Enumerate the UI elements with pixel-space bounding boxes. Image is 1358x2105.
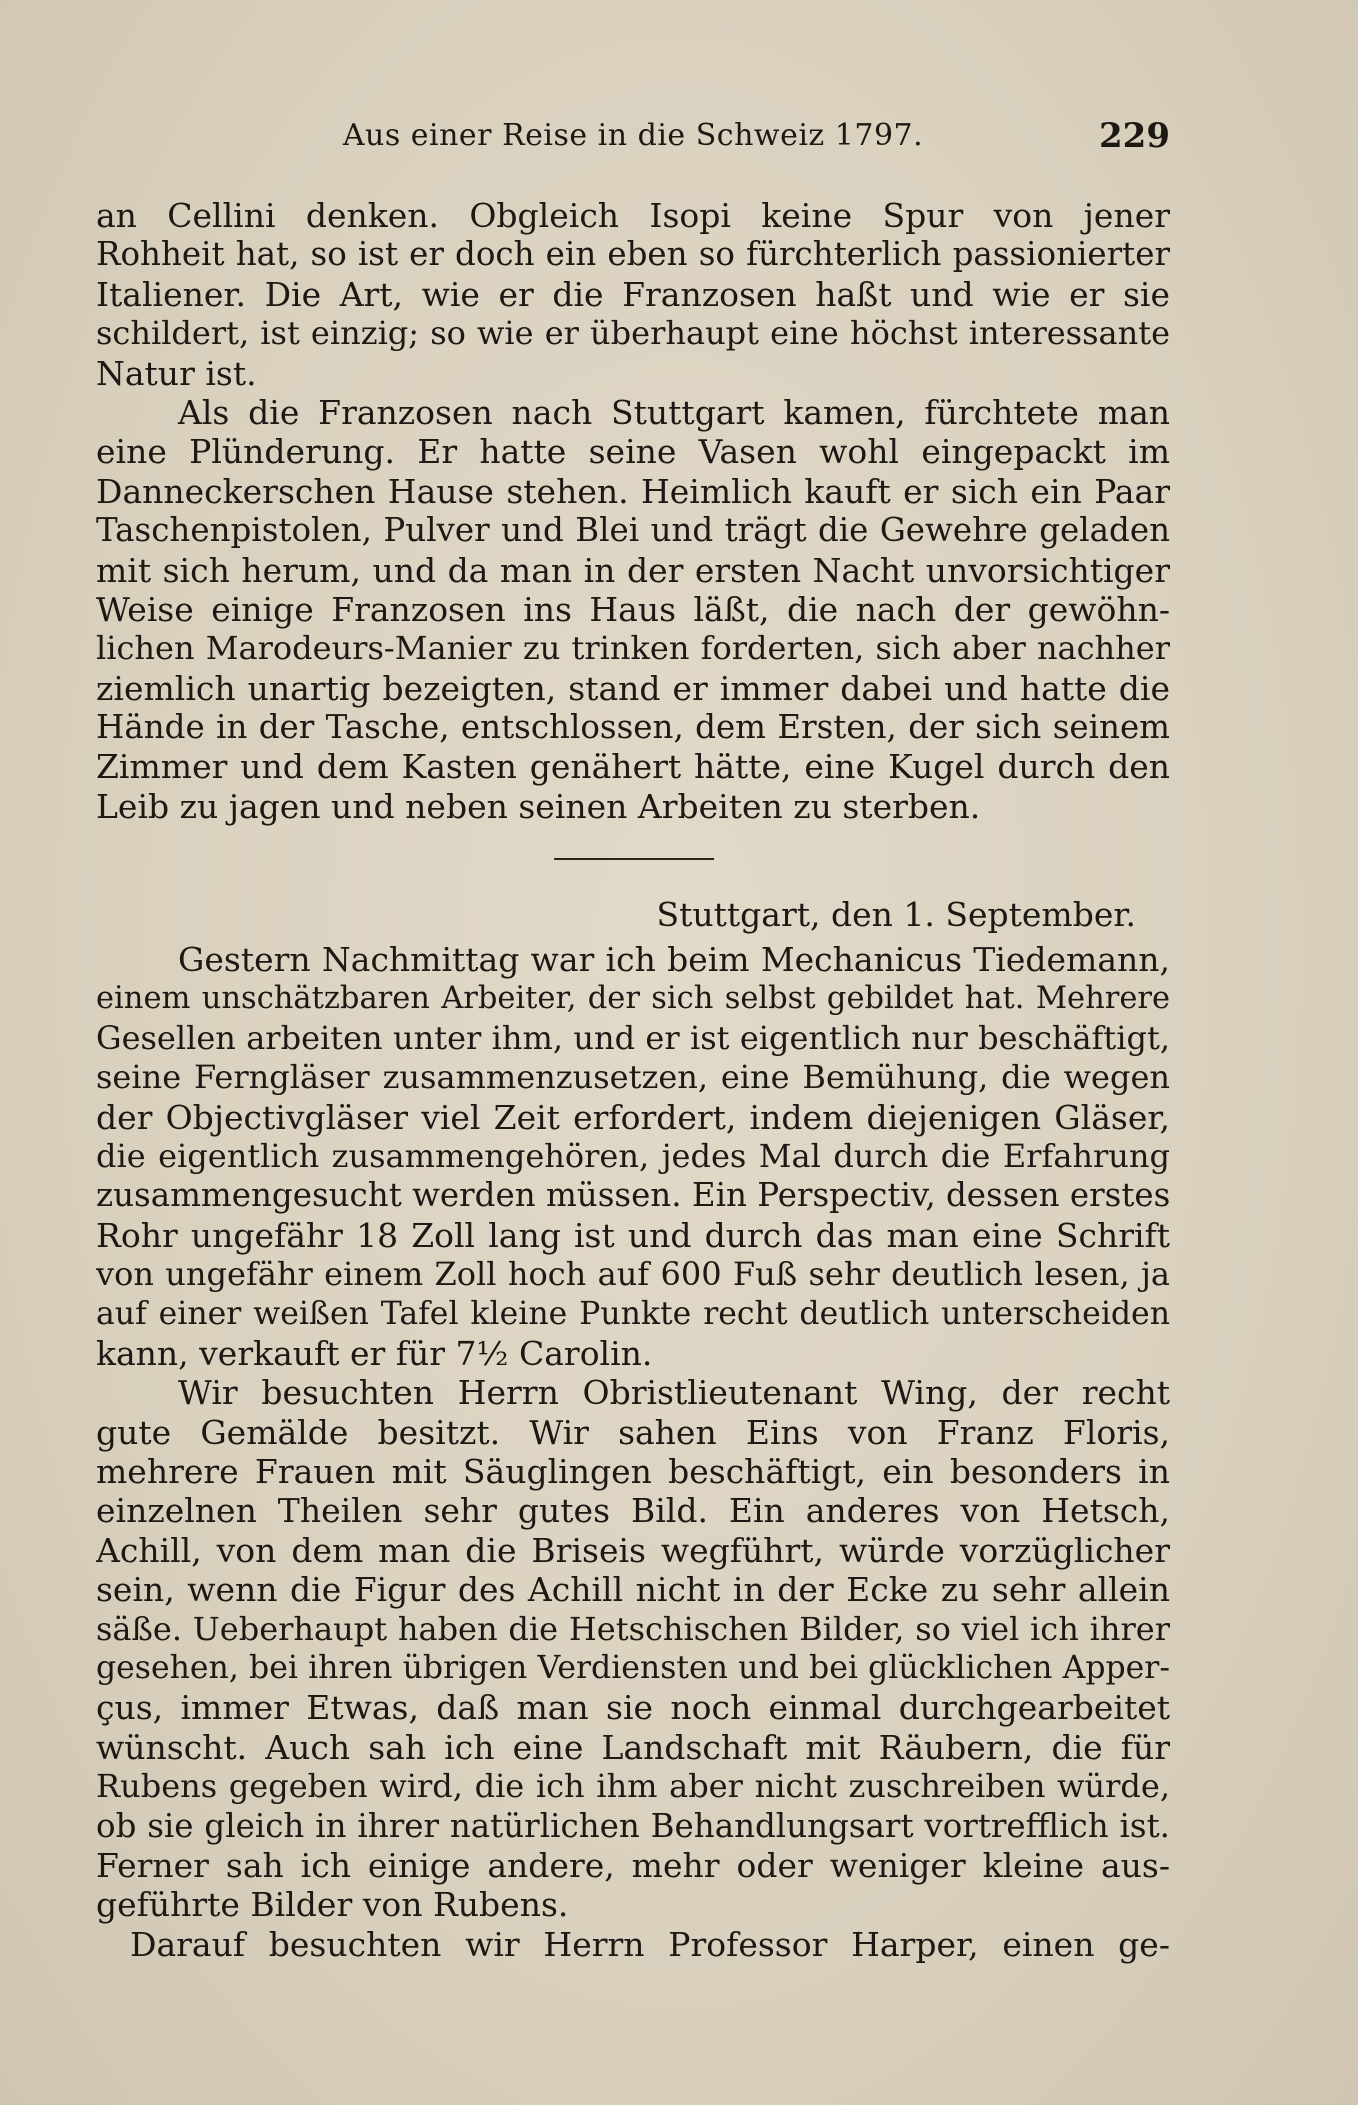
text-line: Hände in der Tasche, entschlossen, dem Ersten, der sich seinem <box>96 708 1170 747</box>
text-line: Leib zu jagen und neben seinen Arbeiten zu sterben. <box>96 786 981 826</box>
text-line: Taschenpistolen, Pulver und Blei und trägt die Gewehre geladen <box>96 511 1170 550</box>
text-line: çus, immer Etwas, daß man sie noch einmal durchgearbeitet <box>96 1688 1170 1728</box>
text-line: geführte Bilder von Rubens. <box>96 1885 569 1925</box>
text-line: Danneckerschen Hause stehen. Heimlich kauft er sich ein Paar <box>96 471 1170 511</box>
text-line: Weise einige Franzosen ins Haus läßt, die nach der gewöhn- <box>96 589 1170 629</box>
text-line: schildert, ist einzig; so wie er überhaupt eine höchst interessante <box>96 314 1170 353</box>
text-block-stuttgart <box>96 940 1170 1964</box>
text-line: Rohr ungefähr 18 Zoll lang ist und durch das man eine Schrift <box>96 1215 1170 1255</box>
text-line: Natur ist. <box>96 353 257 393</box>
text-line: ob sie gleich in ihrer natürlichen Behandlungsart vortrefflich ist. <box>96 1806 1170 1845</box>
text-line: kann, verkauft er für 7½ Carolin. <box>96 1333 653 1373</box>
text-line: an Cellini denken. Obgleich Isopi keine Spur von jener <box>96 196 1170 235</box>
running-title: Aus einer Reise in die Schweiz 1797. <box>342 118 924 153</box>
text-line: mit sich herum, und da man in der ersten Nacht unvorsichtiger <box>96 550 1170 590</box>
text-line: von ungefähr einem Zoll hoch auf 600 Fuß sehr deutlich lesen, ja <box>96 1255 1170 1294</box>
text-line: seine Ferngläser zusammenzusetzen, eine Bemühung, die wegen <box>96 1058 1170 1097</box>
section-divider <box>554 858 714 860</box>
text-line: Ferner sah ich einige andere, mehr oder weniger kleine aus- <box>96 1845 1170 1885</box>
text-line: der Objectivgläser viel Zeit erfordert, indem diejenigen Gläser, <box>96 1097 1170 1137</box>
text-line: auf einer weißen Tafel kleine Punkte recht deutlich unterscheiden <box>96 1295 1170 1332</box>
page-number: 229 <box>1099 116 1170 156</box>
dateline: Stuttgart, den 1. September. <box>656 895 1136 934</box>
text-line: zusammengesucht werden müssen. Ein Perspectiv, dessen erstes <box>96 1176 1170 1215</box>
text-line: Achill, von dem man die Briseis wegführt, würde vorzüglicher <box>96 1530 1170 1570</box>
text-line: säße. Ueberhaupt haben die Hetschischen Bilder, so viel ich ihrer <box>96 1609 1170 1648</box>
text-line: sein, wenn die Figur des Achill nicht in der Ecke zu sehr allein <box>96 1570 1170 1610</box>
text-line: Als die Franzosen nach Stuttgart kamen, fürchtete man <box>178 392 1170 432</box>
text-line: Darauf besuchten wir Herrn Professor Harper, einen ge- <box>130 1924 1170 1964</box>
text-line: Zimmer und dem Kasten genähert hätte, eine Kugel durch den <box>96 747 1170 787</box>
text-line: Wir besuchten Herrn Obristlieutenant Wing, der recht <box>178 1373 1170 1413</box>
text-line: Rubens gegeben wird, die ich ihm aber nicht zuschreiben würde, <box>96 1767 1170 1806</box>
text-line: eine Plünderung. Er hatte seine Vasen wohl eingepackt im <box>96 432 1170 472</box>
text-line: gute Gemälde besitzt. Wir sahen Eins von Franz Floris, <box>96 1412 1170 1452</box>
text-line: Italiener. Die Art, wie er die Franzosen haßt und wie er sie <box>96 274 1170 314</box>
text-block-isopi <box>96 196 1170 826</box>
text-line: Gestern Nachmittag war ich beim Mechanicus Tiedemann, <box>178 940 1170 979</box>
text-line: gesehen, bei ihren übrigen Verdiensten und bei glücklichen Apper- <box>96 1650 1170 1687</box>
running-head <box>96 118 1170 158</box>
text-line: mehrere Frauen mit Säuglingen beschäftigt, ein besonders in <box>96 1452 1170 1492</box>
text-line: Rohheit hat, so ist er doch ein eben so fürchterlich passionierter <box>96 235 1170 274</box>
text-line: einem unschätzbaren Arbeiter, der sich selbst gebildet hat. Mehrere <box>96 981 1170 1017</box>
text-line: Gesellen arbeiten unter ihm, und er ist eigentlich nur beschäftigt, <box>96 1018 1170 1057</box>
text-line: wünscht. Auch sah ich eine Landschaft mit Räubern, die für <box>96 1727 1170 1767</box>
text-line: einzelnen Theilen sehr gutes Bild. Ein anderes von Hetsch, <box>96 1491 1170 1531</box>
text-line: lichen Marodeurs-Manier zu trinken forderten, sich aber nachher <box>96 629 1170 668</box>
text-line: ziemlich unartig bezeigten, stand er immer dabei und hatte die <box>96 668 1170 708</box>
text-line: die eigentlich zusammengehören, jedes Mal durch die Erfahrung <box>96 1136 1170 1175</box>
